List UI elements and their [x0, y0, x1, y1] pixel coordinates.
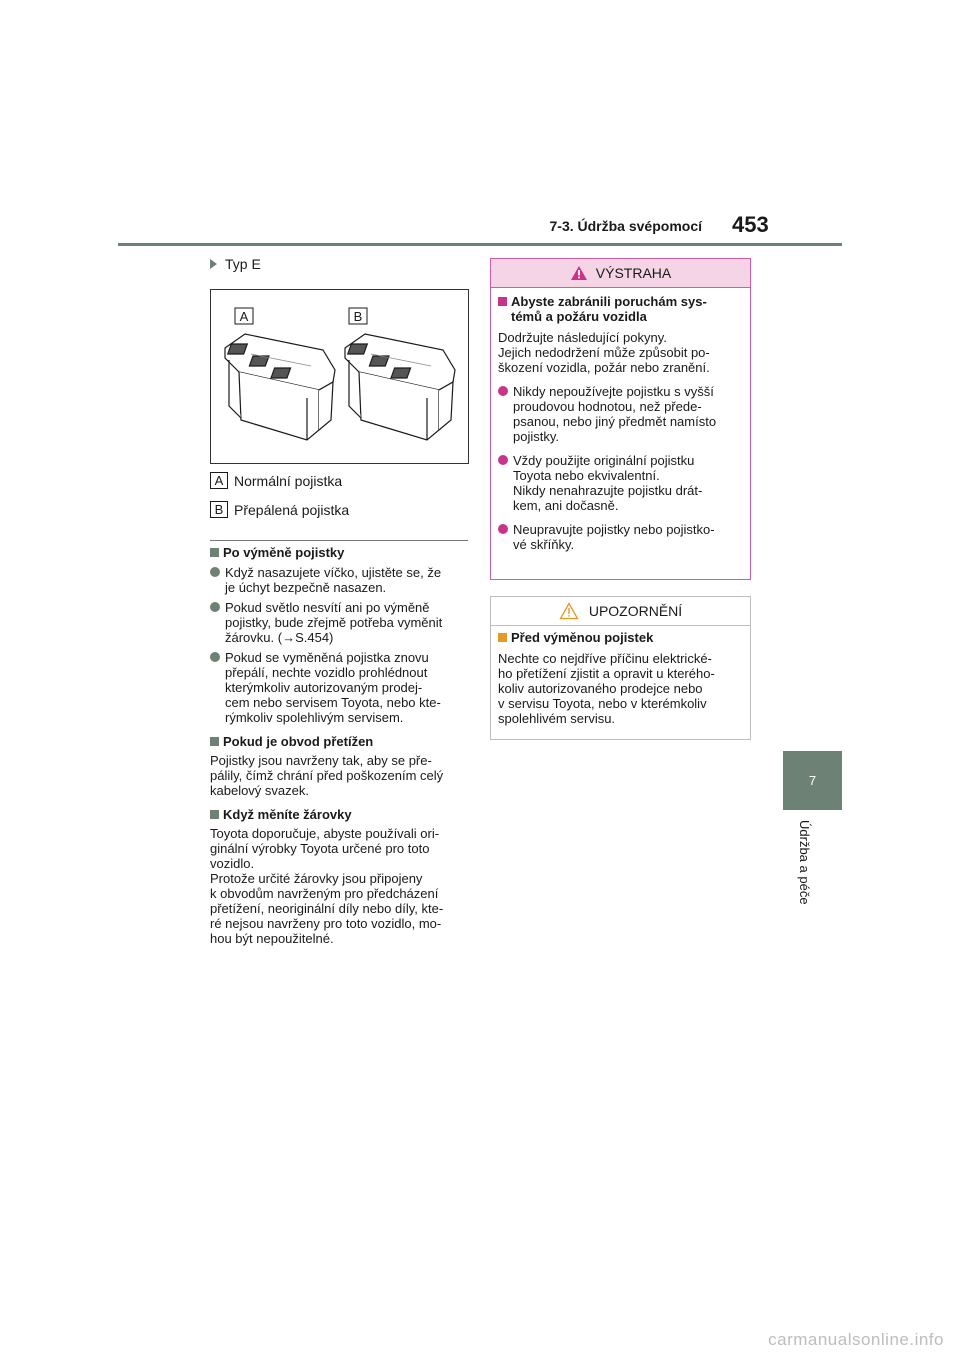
paragraph: Toyota doporučuje, abyste používali ori- ginální výrobky Toyota určené pro toto vozidlo. Protože určité žárovky jsou připojeny k obvodům navrženým pro předcházení přetížení, neoriginální díly nebo díly, kte- ré nejsou navrženy pro toto vozidlo, mo- hou být nepoužitelné. — [210, 826, 444, 946]
fuse-illustration — [210, 289, 469, 464]
square-bullet-icon — [210, 737, 219, 746]
notice-header — [491, 597, 750, 626]
notice-title: UPOZORNĚNÍ — [588, 603, 683, 619]
notice-body — [491, 626, 750, 726]
circle-bullet-icon — [498, 524, 508, 534]
heading-text: Když měníte žárovky — [223, 807, 352, 822]
paragraph: Pojistky jsou navrženy tak, aby se pře- pálily, čímž chrání před poškozením celý kabelový svazek. — [210, 753, 444, 798]
section-heading — [210, 545, 468, 560]
caution-triangle-icon — [559, 602, 579, 620]
legend-letter-b: B — [210, 501, 228, 518]
circle-bullet-icon — [210, 567, 220, 577]
heading-text: Pokud je obvod přetížen — [223, 734, 374, 749]
list-item — [210, 650, 468, 725]
legend-item-a — [210, 472, 342, 489]
bullet-text: Neupravujte pojistky nebo pojistko- vé skříňky. — [513, 522, 715, 552]
warning-heading — [498, 294, 743, 324]
square-bullet-icon — [498, 633, 507, 642]
chapter-label: Údržba a péče — [797, 820, 812, 905]
bullet-text: Když nasazujete víčko, ujistěte se, že je úchyt bezpečně nasazen. — [225, 565, 442, 595]
section-overload — [210, 734, 468, 798]
bullet-text: Vždy použijte originální pojistku Toyota nebo ekvivalentní. Nikdy nenahrazujte pojistku drát- kem, ani dočasně. — [513, 453, 703, 513]
circle-bullet-icon — [210, 652, 220, 662]
warning-title: VÝSTRAHA — [595, 265, 672, 281]
triangle-bullet-icon — [210, 259, 217, 269]
bullet-text: Nikdy nepoužívejte pojistku s vyšší proudovou hodnotou, než přede- psanou, nebo jiný předmět namísto pojistky. — [513, 384, 717, 444]
fuse-b-blown — [345, 334, 455, 440]
watermark: carmanualsonline.info — [768, 1330, 944, 1349]
notice-heading — [498, 630, 743, 645]
section-divider — [210, 540, 468, 541]
circle-bullet-icon — [498, 455, 508, 465]
list-item — [498, 522, 743, 552]
warning-body — [491, 288, 750, 552]
list-item — [210, 600, 468, 645]
warning-box — [490, 258, 751, 580]
notice-text: Nechte co nejdříve příčinu elektrické- ho přetížení zjistit a opravit u kterého- koliv autorizovaného prodejce nebo v servisu Toyota, nebo v kterémkoliv spolehlivém servisu. — [498, 651, 715, 726]
section-bulbs — [210, 807, 468, 946]
heading-text: Abyste zabránili poruchám sys- témů a požáru vozidla — [511, 294, 707, 324]
figure-label-a: A — [239, 309, 249, 324]
fuse-drawing — [211, 290, 468, 463]
header-rule — [118, 243, 842, 246]
square-bullet-icon — [498, 297, 507, 306]
heading-text: Před výměnou pojistek — [511, 630, 654, 645]
fuse-a-normal — [225, 334, 335, 440]
list-item — [498, 453, 743, 513]
type-heading — [210, 256, 261, 272]
section-heading — [210, 807, 468, 822]
figure-label-b: B — [353, 309, 363, 324]
warning-triangle-icon — [570, 265, 588, 281]
legend-item-b — [210, 501, 349, 518]
warning-header — [491, 259, 750, 288]
circle-bullet-icon — [498, 386, 508, 396]
circle-bullet-icon — [210, 602, 220, 612]
legend-text-b: Přepálená pojistka — [234, 501, 350, 518]
square-bullet-icon — [210, 810, 219, 819]
legend-text-a: Normální pojistka — [234, 472, 343, 489]
warning-intro: Dodržujte následující pokyny. Jejich nedodržení může způsobit po- škození vozidla, požár nebo zranění. — [498, 330, 710, 375]
bullet-text: Pokud se vyměněná pojistka znovu přepálí, nechte vozidlo prohlédnout kterýmkoliv autorizovaným prodej- cem nebo servisem Toyota, nebo kte- rýmkoliv spolehlivým servisem. — [225, 650, 441, 725]
legend-letter-a: A — [210, 472, 228, 489]
section-heading — [210, 734, 468, 749]
chapter-tab — [783, 751, 842, 810]
square-bullet-icon — [210, 548, 219, 557]
chapter-number: 7 — [808, 773, 817, 788]
type-label: Typ E — [225, 256, 261, 272]
notice-box — [490, 596, 751, 740]
list-item — [210, 565, 468, 595]
bullet-text: Pokud světlo nesvítí ani po výměně pojistky, bude zřejmě potřeba vyměnit žárovku. (→S.454) — [225, 600, 443, 645]
list-item — [498, 384, 743, 444]
heading-text: Po výměně pojistky — [223, 545, 345, 560]
page-number: 453 — [732, 212, 769, 237]
left-text-column — [210, 545, 468, 946]
section-after-replacement — [210, 545, 468, 725]
section-title: 7-3. Údržba svépomocí — [549, 218, 702, 234]
